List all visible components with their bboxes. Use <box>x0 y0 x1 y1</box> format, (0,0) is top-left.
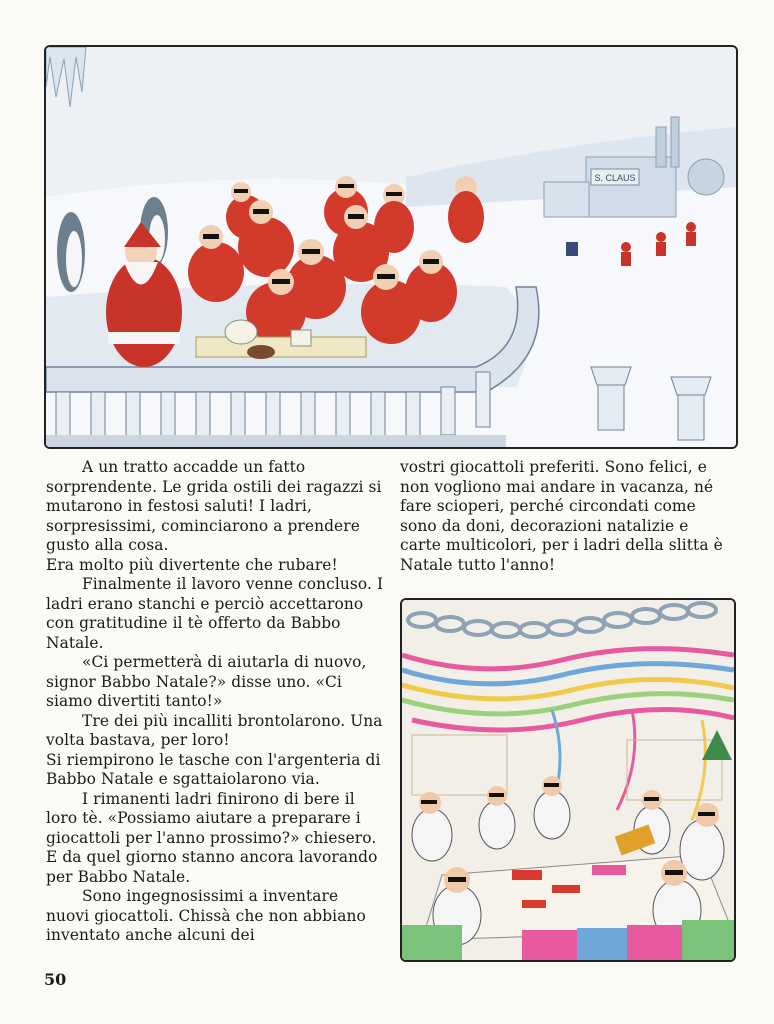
text-column-left <box>46 458 386 946</box>
paragraph: I rimanenti ladri finirono di bere il loro tè. «Possiamo aiutare a preparare i giocattoli per l'anno prossimo?» chiesero. E da quel giorno stanno ancora lavorando per Babbo Natale. <box>46 789 378 886</box>
paragraph: Sono ingegnosissimi a inventare nuovi giocattoli. Chissà che non abbiano inventato anche alcuni dei <box>46 887 366 944</box>
paragraph: Era molto più divertente che rubare! <box>46 555 338 574</box>
paragraph: «Ci permetterà di aiutarla di nuovo, signor Babbo Natale?» disse uno. «Ci siamo divertiti tanto!» <box>46 653 367 710</box>
paragraph: Tre dei più incalliti brontolarono. Una volta bastava, per loro! <box>46 711 383 749</box>
paragraph: vostri giocattoli preferiti. Sono felici, e non vogliono mai andare in vacanza, né fare scioperi, perché circondati come sono da doni, decorazioni natalizie e carte multicolori, per i ladri della slitta è Natale tutto l'anno! <box>400 458 723 574</box>
paragraph: Finalmente il lavoro venne concluso. I ladri erano stanchi e perciò accettarono con gratitudine il tè offerto da Babbo Natale. <box>46 575 384 652</box>
illustration-tea-party <box>44 45 738 449</box>
paragraph: Si riempirono le tasche con l'argenteria di Babbo Natale e sgattaiolarono via. <box>46 750 381 788</box>
text-column-right <box>400 458 734 575</box>
paragraph: A un tratto accadde un fatto sorprendente. Le grida ostili dei ragazzi si mutarono in festosi saluti! I ladri, sorpresissimi, cominciarono a prendere gusto alla cosa. <box>46 458 382 554</box>
factory-sign: S. CLAUS <box>594 173 636 183</box>
page-number: 50 <box>44 970 67 989</box>
illustration-toy-workshop <box>400 598 736 962</box>
